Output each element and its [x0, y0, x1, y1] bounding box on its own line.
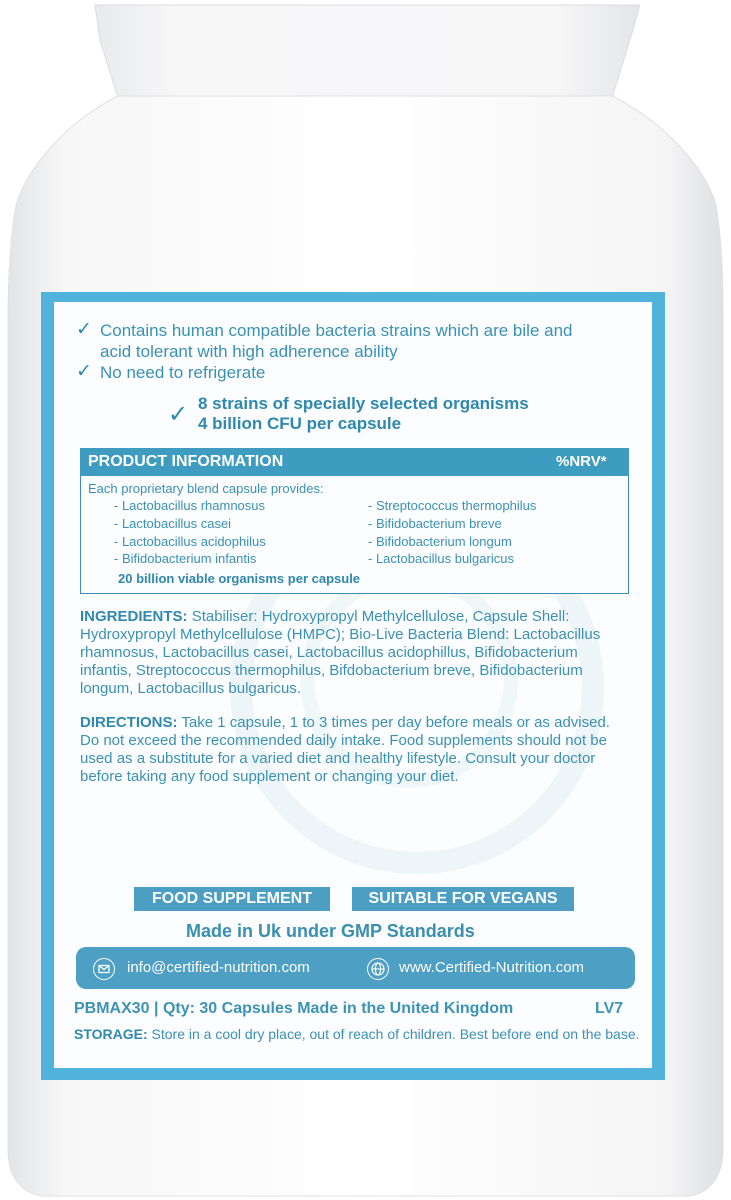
strain-item: - Lactobacillus rhamnosus: [114, 498, 266, 513]
vegan-badge: SUITABLE FOR VEGANS: [352, 887, 574, 911]
highlight-strains: 8 strains of specially selected organisms: [198, 394, 529, 413]
product-info-intro: Each proprietary blend capsule provides:: [88, 481, 324, 496]
benefit-1-line2: acid tolerant with high adherence ability: [100, 342, 398, 361]
nrv-label: %NRV*: [556, 453, 607, 470]
ingredients-label: INGREDIENTS:: [80, 608, 188, 625]
checkmark-icon: ✓: [168, 401, 189, 428]
email-text: info@certified-nutrition.com: [127, 959, 310, 976]
food-supplement-badge: FOOD SUPPLEMENT: [134, 887, 330, 911]
globe-icon: [367, 958, 389, 980]
checkmark-icon: ✓: [76, 319, 92, 340]
product-code-line: PBMAX30 | Qty: 30 Capsules Made in the United Kingdom: [74, 1000, 514, 1017]
website-text: www.Certified-Nutrition.com: [399, 959, 585, 976]
strain-item: - Lactobacillus acidophilus: [114, 534, 266, 549]
storage-text: Store in a cool dry place, out of reach of children. Best before end on the base.: [151, 1026, 640, 1042]
made-in-text: Made in Uk under GMP Standards: [186, 921, 475, 941]
batch-code: LV7: [595, 1000, 624, 1017]
directions-text: Take 1 capsule, 1 to 3 times per day before meals or as advised. Do not exceed the recommended daily intake. Food supplements should not be used as a substitute for a varied diet and healthy lifestyle. Consult your doctor before taking any food supplement or changing your diet.: [80, 714, 610, 785]
storage-label: STORAGE:: [74, 1026, 148, 1042]
strain-item: - Lactobacillus casei: [114, 516, 232, 531]
strain-item: - Bifidobacterium breve: [368, 516, 502, 531]
directions-label: DIRECTIONS:: [80, 714, 178, 731]
highlight-cfu: 4 billion CFU per capsule: [198, 414, 402, 433]
benefit-1-line1: Contains human compatible bacteria strains which are bile and: [100, 321, 573, 340]
strain-item: - Streptococcus thermophilus: [368, 498, 537, 513]
strain-item: - Bifidobacterium infantis: [114, 551, 257, 566]
benefit-2: No need to refrigerate: [100, 363, 266, 382]
ingredients-text: Stabiliser: Hydroxypropyl Methylcellulose, Capsule Shell: Hydroxypropyl Methylcellulose (HMPC); Bio-Live Bacteria Blend: Lactobacillus rhamnosus, Lactobacillus casei, Lactobacillus acidophillus, Bifidobacterium infantis, Streptococcus thermophilus, Bifdobacterium breve, Bifidobacterium longum, Lactobacillus bulgaricus.: [80, 608, 601, 697]
product-info-title: PRODUCT INFORMATION: [88, 453, 284, 470]
email-icon: [93, 958, 115, 980]
checkmark-icon: ✓: [76, 361, 92, 382]
organism-total: 20 billion viable organisms per capsule: [118, 571, 361, 586]
ingredients-paragraph: [80, 608, 628, 698]
storage-paragraph: [74, 1026, 640, 1043]
strain-item: - Bifidobacterium longum: [368, 534, 512, 549]
directions-paragraph: [80, 714, 628, 786]
strain-item: - Lactobacillus bulgaricus: [368, 551, 514, 566]
